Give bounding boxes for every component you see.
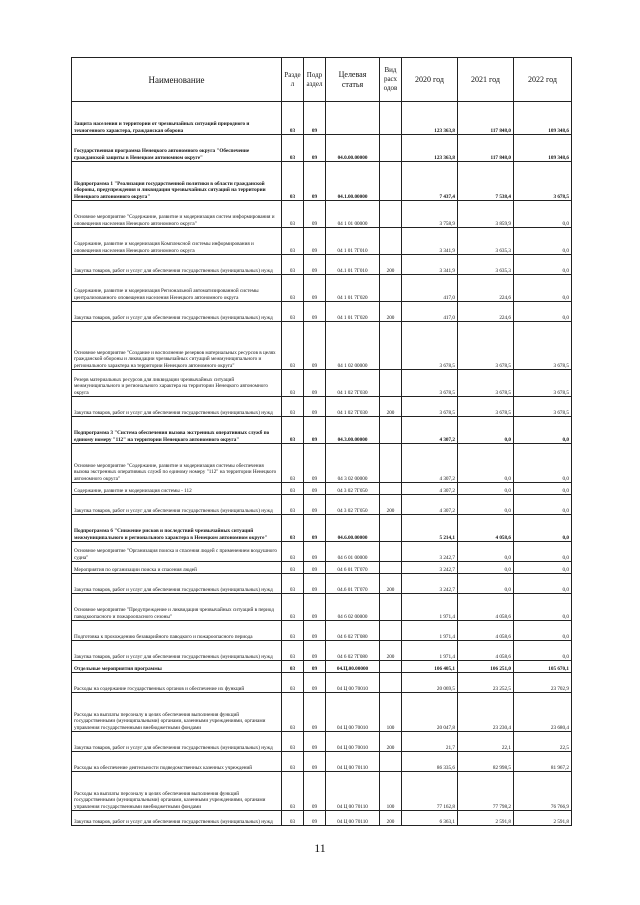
cell-target-article: 04.6.00.00000 [326, 515, 380, 542]
table-row [72, 275, 572, 302]
table-row [72, 228, 572, 255]
cell-razdel: 03 [282, 752, 304, 772]
cell-2020: 77 162,8 [402, 772, 458, 811]
cell-target-article: 04 Ц 00 70010 [326, 673, 380, 693]
cell-expense-type: 200 [380, 641, 402, 661]
cell-2022: 0,0 [514, 495, 572, 515]
cell-2022: 22,5 [514, 732, 572, 752]
cell-expense-type: 100 [380, 772, 402, 811]
header-year-2020: 2020 год [402, 58, 458, 102]
cell-target-article: 04 6 02 7Г080 [326, 621, 380, 641]
cell-name: Расходы на выплаты персоналу в целях обеспечения выполнения функций государственными (муниципальными) органами, казенными учреждениями, органами управления государственными внебюджетными фондами [72, 772, 282, 811]
cell-razdel: 03 [282, 322, 304, 370]
cell-podrazdel: 09 [304, 162, 326, 201]
cell-podrazdel: 09 [304, 135, 326, 162]
cell-2022: 23 702,9 [514, 673, 572, 693]
cell-2021: 77 798,2 [458, 772, 514, 811]
table-row [72, 397, 572, 417]
cell-2020: 417,0 [402, 302, 458, 322]
cell-razdel: 03 [282, 594, 304, 621]
cell-2020: 106 405,1 [402, 661, 458, 673]
cell-target-article: 04 Ц 00 70010 [326, 732, 380, 752]
cell-2020: 123 363,8 [402, 102, 458, 135]
cell-name: Расходы на выплаты персоналу в целях обеспечения выполнения функций государственными (муниципальными) органами, казенными учреждениями, органами управления государственными внебюджетными фондами [72, 693, 282, 732]
cell-target-article: 04 6 01 00000 [326, 542, 380, 562]
cell-name: Закупка товаров, работ и услуг для обеспечения государственных (муниципальных) нужд [72, 255, 282, 275]
cell-2022: 0,0 [514, 621, 572, 641]
cell-podrazdel: 09 [304, 322, 326, 370]
table-row [72, 594, 572, 621]
cell-name: Мероприятия по организации поиска и спасения людей [72, 562, 282, 574]
cell-razdel: 03 [282, 661, 304, 673]
cell-expense-type [380, 752, 402, 772]
cell-2021: 0,0 [458, 574, 514, 594]
cell-name: Защита населения и территории от чрезвычайных ситуаций природного и техногенного характера, гражданская оборона [72, 102, 282, 135]
cell-2021: 4 058,6 [458, 621, 514, 641]
table-row [72, 495, 572, 515]
cell-2020: 3 678,5 [402, 370, 458, 397]
cell-2021: 0,0 [458, 444, 514, 483]
cell-expense-type [380, 228, 402, 255]
cell-name: Резерв материальных ресурсов для ликвидации чрезвычайных ситуаций межмуниципального и регионального характера на территории Ненецкого автономного округа [72, 370, 282, 397]
cell-2021: 117 848,0 [458, 135, 514, 162]
cell-2022: 3 678,5 [514, 162, 572, 201]
cell-2020: 21,7 [402, 732, 458, 752]
table-row [72, 542, 572, 562]
cell-name: Основное мероприятие "Содержание, развитие и модернизация систем информирования и оповещения населения Ненецкого автономного округа" [72, 201, 282, 228]
cell-expense-type: 100 [380, 693, 402, 732]
cell-podrazdel: 09 [304, 255, 326, 275]
cell-expense-type [380, 102, 402, 135]
cell-2021: 4 058,6 [458, 594, 514, 621]
cell-2022: 0,0 [514, 574, 572, 594]
cell-expense-type [380, 483, 402, 495]
cell-podrazdel: 09 [304, 495, 326, 515]
cell-2022: 3 678,5 [514, 370, 572, 397]
cell-podrazdel: 09 [304, 483, 326, 495]
cell-2022: 0,0 [514, 275, 572, 302]
cell-name: Закупка товаров, работ и услуг для обеспечения государственных (муниципальных) нужд [72, 641, 282, 661]
cell-razdel: 03 [282, 562, 304, 574]
cell-2020: 1 971,4 [402, 641, 458, 661]
table-row [72, 322, 572, 370]
cell-2020: 7 437,4 [402, 162, 458, 201]
cell-2020: 5 214,1 [402, 515, 458, 542]
cell-name: Закупка товаров, работ и услуг для обеспечения государственных (муниципальных) нужд [72, 811, 282, 826]
cell-name: Подпрограмма 3 "Система обеспечения вызова экстренных оперативных служб по единому номеру "112" на территории Ненецкого автономного округа" [72, 417, 282, 444]
cell-target-article: 04.1.00.00000 [326, 162, 380, 201]
cell-expense-type [380, 322, 402, 370]
cell-razdel: 03 [282, 201, 304, 228]
cell-target-article: 04.Ц.00.00000 [326, 661, 380, 673]
cell-target-article: 04 Ц 00 70110 [326, 752, 380, 772]
cell-2022: 0,0 [514, 515, 572, 542]
table-row [72, 752, 572, 772]
cell-expense-type [380, 661, 402, 673]
table-row [72, 135, 572, 162]
page-number: 11 [314, 841, 326, 855]
cell-razdel: 03 [282, 542, 304, 562]
cell-2022: 0,0 [514, 228, 572, 255]
cell-2022: 0,0 [514, 255, 572, 275]
cell-podrazdel: 09 [304, 417, 326, 444]
cell-2022: 109 348,6 [514, 135, 572, 162]
cell-podrazdel: 09 [304, 102, 326, 135]
cell-2021: 4 058,6 [458, 515, 514, 542]
budget-table [71, 57, 572, 826]
cell-2021: 3 678,5 [458, 322, 514, 370]
cell-target-article: 04 1 02 00000 [326, 322, 380, 370]
cell-name: Государственная программа Ненецкого автономного округа "Обеспечение гражданской защиты в Ненецком автономном округе" [72, 135, 282, 162]
table-row [72, 732, 572, 752]
cell-2020: 20 047,8 [402, 693, 458, 732]
cell-expense-type [380, 594, 402, 621]
cell-2022: 76 766,9 [514, 772, 572, 811]
cell-2021: 4 058,6 [458, 641, 514, 661]
cell-2022: 2 591,8 [514, 811, 572, 826]
cell-target-article: 04 Ц 00 70110 [326, 772, 380, 811]
cell-razdel: 03 [282, 228, 304, 255]
cell-name: Закупка товаров, работ и услуг для обеспечения государственных (муниципальных) нужд [72, 302, 282, 322]
cell-2020: 1 971,4 [402, 594, 458, 621]
cell-2022: 0,0 [514, 444, 572, 483]
cell-expense-type [380, 275, 402, 302]
cell-expense-type [380, 562, 402, 574]
cell-2021: 82 998,5 [458, 752, 514, 772]
cell-2021: 23 230,4 [458, 693, 514, 732]
cell-razdel: 03 [282, 370, 304, 397]
cell-2021: 224,6 [458, 275, 514, 302]
cell-2021: 2 591,8 [458, 811, 514, 826]
cell-2020: 4 307,2 [402, 444, 458, 483]
cell-2022: 3 678,5 [514, 322, 572, 370]
cell-2021: 7 538,4 [458, 162, 514, 201]
cell-2021: 224,6 [458, 302, 514, 322]
cell-2021: 3 635,3 [458, 228, 514, 255]
cell-expense-type: 200 [380, 302, 402, 322]
cell-name: Содержание, развитие и модернизация системы - 112 [72, 483, 282, 495]
table-row [72, 772, 572, 811]
cell-razdel: 03 [282, 693, 304, 732]
cell-target-article: 04 Ц 00 70110 [326, 811, 380, 826]
cell-razdel: 03 [282, 162, 304, 201]
cell-razdel: 03 [282, 483, 304, 495]
table-row [72, 483, 572, 495]
table-row [72, 621, 572, 641]
cell-podrazdel: 09 [304, 673, 326, 693]
cell-2022: 0,0 [514, 483, 572, 495]
cell-expense-type [380, 417, 402, 444]
cell-2021: 3 859,9 [458, 201, 514, 228]
cell-2022: 0,0 [514, 302, 572, 322]
table-row [72, 693, 572, 732]
cell-expense-type: 200 [380, 495, 402, 515]
cell-razdel: 03 [282, 102, 304, 135]
cell-expense-type: 200 [380, 811, 402, 826]
table-row [72, 162, 572, 201]
cell-2022: 81 967,2 [514, 752, 572, 772]
cell-name: Подготовка к прохождению безаварийного паводкого и пожароопасного периода [72, 621, 282, 641]
cell-razdel: 03 [282, 811, 304, 826]
cell-name: Основное мероприятие "Организация поиска и спасения людей с применением воздушного судна" [72, 542, 282, 562]
cell-target-article: 04 1 01 7Г020 [326, 302, 380, 322]
cell-podrazdel: 09 [304, 661, 326, 673]
cell-target-article: 04.0.00.00000 [326, 135, 380, 162]
cell-2021: 3 678,5 [458, 397, 514, 417]
cell-target-article: 04 3 02 7Г050 [326, 483, 380, 495]
cell-name: Закупка товаров, работ и услуг для обеспечения государственных (муниципальных) нужд [72, 574, 282, 594]
cell-name: Содержание, развитие и модернизация Комплексной системы информирования и оповещения населения Ненецкого автономного округа [72, 228, 282, 255]
table-row [72, 302, 572, 322]
cell-target-article: 04 1 01 7Г020 [326, 275, 380, 302]
cell-2020: 3 678,5 [402, 322, 458, 370]
cell-target-article: 04 1 02 7Г030 [326, 397, 380, 417]
header-year-2021: 2021 год [458, 58, 514, 102]
cell-razdel: 03 [282, 135, 304, 162]
cell-razdel: 03 [282, 772, 304, 811]
cell-podrazdel: 09 [304, 732, 326, 752]
cell-name: Отдельные мероприятия программы [72, 661, 282, 673]
cell-2020: 3 758,9 [402, 201, 458, 228]
cell-2022: 0,0 [514, 562, 572, 574]
header-target-article: Целевая статья [326, 58, 380, 102]
cell-razdel: 03 [282, 574, 304, 594]
cell-2020: 4 307,2 [402, 483, 458, 495]
cell-2021: 3 635,3 [458, 255, 514, 275]
header-year-2022: 2022 год [514, 58, 572, 102]
cell-podrazdel: 09 [304, 772, 326, 811]
table-row [72, 574, 572, 594]
cell-podrazdel: 09 [304, 515, 326, 542]
cell-podrazdel: 09 [304, 574, 326, 594]
cell-2020: 4 307,2 [402, 417, 458, 444]
table-body [72, 102, 572, 826]
cell-2021: 0,0 [458, 542, 514, 562]
cell-2021: 0,0 [458, 562, 514, 574]
cell-podrazdel: 09 [304, 641, 326, 661]
cell-2021: 0,0 [458, 417, 514, 444]
cell-2021: 23 252,5 [458, 673, 514, 693]
cell-razdel: 03 [282, 417, 304, 444]
cell-2021: 0,0 [458, 483, 514, 495]
cell-podrazdel: 09 [304, 752, 326, 772]
cell-podrazdel: 09 [304, 370, 326, 397]
cell-razdel: 03 [282, 673, 304, 693]
table-row [72, 417, 572, 444]
table-row [72, 641, 572, 661]
cell-name: Расходы на содержание государственных органов и обеспечение их функций [72, 673, 282, 693]
cell-podrazdel: 09 [304, 542, 326, 562]
cell-2022: 0,0 [514, 542, 572, 562]
cell-podrazdel: 09 [304, 693, 326, 732]
cell-razdel: 03 [282, 275, 304, 302]
cell-2021: 106 251,0 [458, 661, 514, 673]
header-podrazdel: Подр аздел [304, 58, 326, 102]
cell-name: Расходы на обеспечение деятельности подведомственных казенных учреждений [72, 752, 282, 772]
cell-2022: 0,0 [514, 417, 572, 444]
cell-podrazdel: 09 [304, 201, 326, 228]
table-row [72, 201, 572, 228]
table-row [72, 515, 572, 542]
cell-2020: 123 363,8 [402, 135, 458, 162]
cell-podrazdel: 09 [304, 397, 326, 417]
cell-name: Содержание, развитие и модернизация Региональной автоматизированной системы централизованного оповещения населения Ненецкого автономного округа [72, 275, 282, 302]
cell-name: Закупка товаров, работ и услуг для обеспечения государственных (муниципальных) нужд [72, 495, 282, 515]
cell-name: Подпрограмма 1 "Реализация государственной политики в области гражданской обороны, предупреждения и ликвидации чрезвычайных ситуаций на территории Ненецкого автономного округа" [72, 162, 282, 201]
cell-razdel: 03 [282, 397, 304, 417]
cell-2021: 22,1 [458, 732, 514, 752]
cell-podrazdel: 09 [304, 302, 326, 322]
cell-podrazdel: 09 [304, 621, 326, 641]
cell-podrazdel: 09 [304, 228, 326, 255]
cell-2020: 3 678,5 [402, 397, 458, 417]
table-header-row [72, 58, 572, 102]
cell-name: Основное мероприятие "Предупреждение и ликвидация чрезвычайных ситуаций в период паводкоопасного и пожароопасного сезоны" [72, 594, 282, 621]
cell-2020: 3 242,7 [402, 574, 458, 594]
cell-podrazdel: 09 [304, 594, 326, 621]
cell-2022: 105 670,1 [514, 661, 572, 673]
cell-target-article: 04.3.00.00000 [326, 417, 380, 444]
cell-target-article: 04 6 01 7Г070 [326, 562, 380, 574]
cell-2020: 1 971,4 [402, 621, 458, 641]
cell-expense-type [380, 542, 402, 562]
cell-razdel: 03 [282, 515, 304, 542]
cell-2022: 0,0 [514, 594, 572, 621]
cell-expense-type [380, 515, 402, 542]
table-row [72, 673, 572, 693]
cell-2020: 3 341,9 [402, 228, 458, 255]
cell-expense-type [380, 370, 402, 397]
cell-razdel: 03 [282, 641, 304, 661]
cell-podrazdel: 09 [304, 562, 326, 574]
cell-2020: 3 242,7 [402, 562, 458, 574]
cell-name: Основное мероприятие "Создание и восполнение резервов материальных ресурсов в целях гражданской обороны и ликвидации чрезвычайных ситуаций межмуниципального и регионального характера на территории Ненецкого автономного округа" [72, 322, 282, 370]
cell-razdel: 03 [282, 732, 304, 752]
cell-2021: 117 848,0 [458, 102, 514, 135]
cell-target-article: 04 Ц 00 70010 [326, 693, 380, 732]
cell-2022: 109 348,6 [514, 102, 572, 135]
cell-2020: 6 363,1 [402, 811, 458, 826]
table-row [72, 102, 572, 135]
cell-expense-type [380, 621, 402, 641]
cell-expense-type [380, 201, 402, 228]
budget-table-sheet [71, 57, 571, 826]
header-razdel: Разде л [282, 58, 304, 102]
cell-razdel: 03 [282, 255, 304, 275]
cell-target-article: 04 1 02 7Г030 [326, 370, 380, 397]
cell-2021: 0,0 [458, 495, 514, 515]
cell-expense-type [380, 444, 402, 483]
cell-podrazdel: 09 [304, 444, 326, 483]
cell-expense-type: 200 [380, 255, 402, 275]
table-row [72, 562, 572, 574]
cell-2022: 0,0 [514, 201, 572, 228]
cell-target-article: 04 6 02 7Г080 [326, 641, 380, 661]
cell-2020: 20 069,5 [402, 673, 458, 693]
cell-target-article [326, 102, 380, 135]
cell-expense-type [380, 673, 402, 693]
cell-2020: 3 341,9 [402, 255, 458, 275]
cell-2020: 86 335,6 [402, 752, 458, 772]
cell-2022: 3 678,5 [514, 397, 572, 417]
table-row [72, 661, 572, 673]
cell-name: Основное мероприятие "Содержание, развитие и модернизация системы обеспечения вызова экстренных оперативных служб по единому номеру "112" на территории Ненецкого автономного округа" [72, 444, 282, 483]
cell-2022: 0,0 [514, 641, 572, 661]
header-expense-type: Вид расх одов [380, 58, 402, 102]
table-row [72, 370, 572, 397]
cell-expense-type [380, 135, 402, 162]
cell-target-article: 04 3 02 00000 [326, 444, 380, 483]
cell-razdel: 03 [282, 495, 304, 515]
cell-podrazdel: 09 [304, 811, 326, 826]
cell-razdel: 03 [282, 444, 304, 483]
cell-target-article: 04.6 01 7Г070 [326, 574, 380, 594]
cell-name: Закупка товаров, работ и услуг для обеспечения государственных (муниципальных) нужд [72, 732, 282, 752]
cell-expense-type: 200 [380, 732, 402, 752]
cell-expense-type: 200 [380, 574, 402, 594]
cell-target-article: 04 1 01 00000 [326, 201, 380, 228]
cell-expense-type: 200 [380, 397, 402, 417]
cell-target-article: 04 1 01 7Г010 [326, 228, 380, 255]
cell-target-article: 04 6 02 00000 [326, 594, 380, 621]
table-row [72, 811, 572, 826]
cell-2020: 417,0 [402, 275, 458, 302]
cell-expense-type [380, 162, 402, 201]
cell-2020: 3 242,7 [402, 542, 458, 562]
cell-podrazdel: 09 [304, 275, 326, 302]
table-row [72, 255, 572, 275]
header-name: Наименование [72, 58, 282, 102]
table-row [72, 444, 572, 483]
cell-name: Закупка товаров, работ и услуг для обеспечения государственных (муниципальных) нужд [72, 397, 282, 417]
cell-target-article: 04.1 01 7Г010 [326, 255, 380, 275]
cell-2021: 3 678,5 [458, 370, 514, 397]
cell-target-article: 04 3 02 7Г050 [326, 495, 380, 515]
cell-name: Подпрограмма 6 "Снижение рисков и последствий чрезвычайных ситуаций межмуниципального и регионального характера в Ненецком автономном округе" [72, 515, 282, 542]
cell-2022: 23 680,4 [514, 693, 572, 732]
cell-razdel: 03 [282, 621, 304, 641]
cell-2020: 4 307,2 [402, 495, 458, 515]
cell-razdel: 03 [282, 302, 304, 322]
